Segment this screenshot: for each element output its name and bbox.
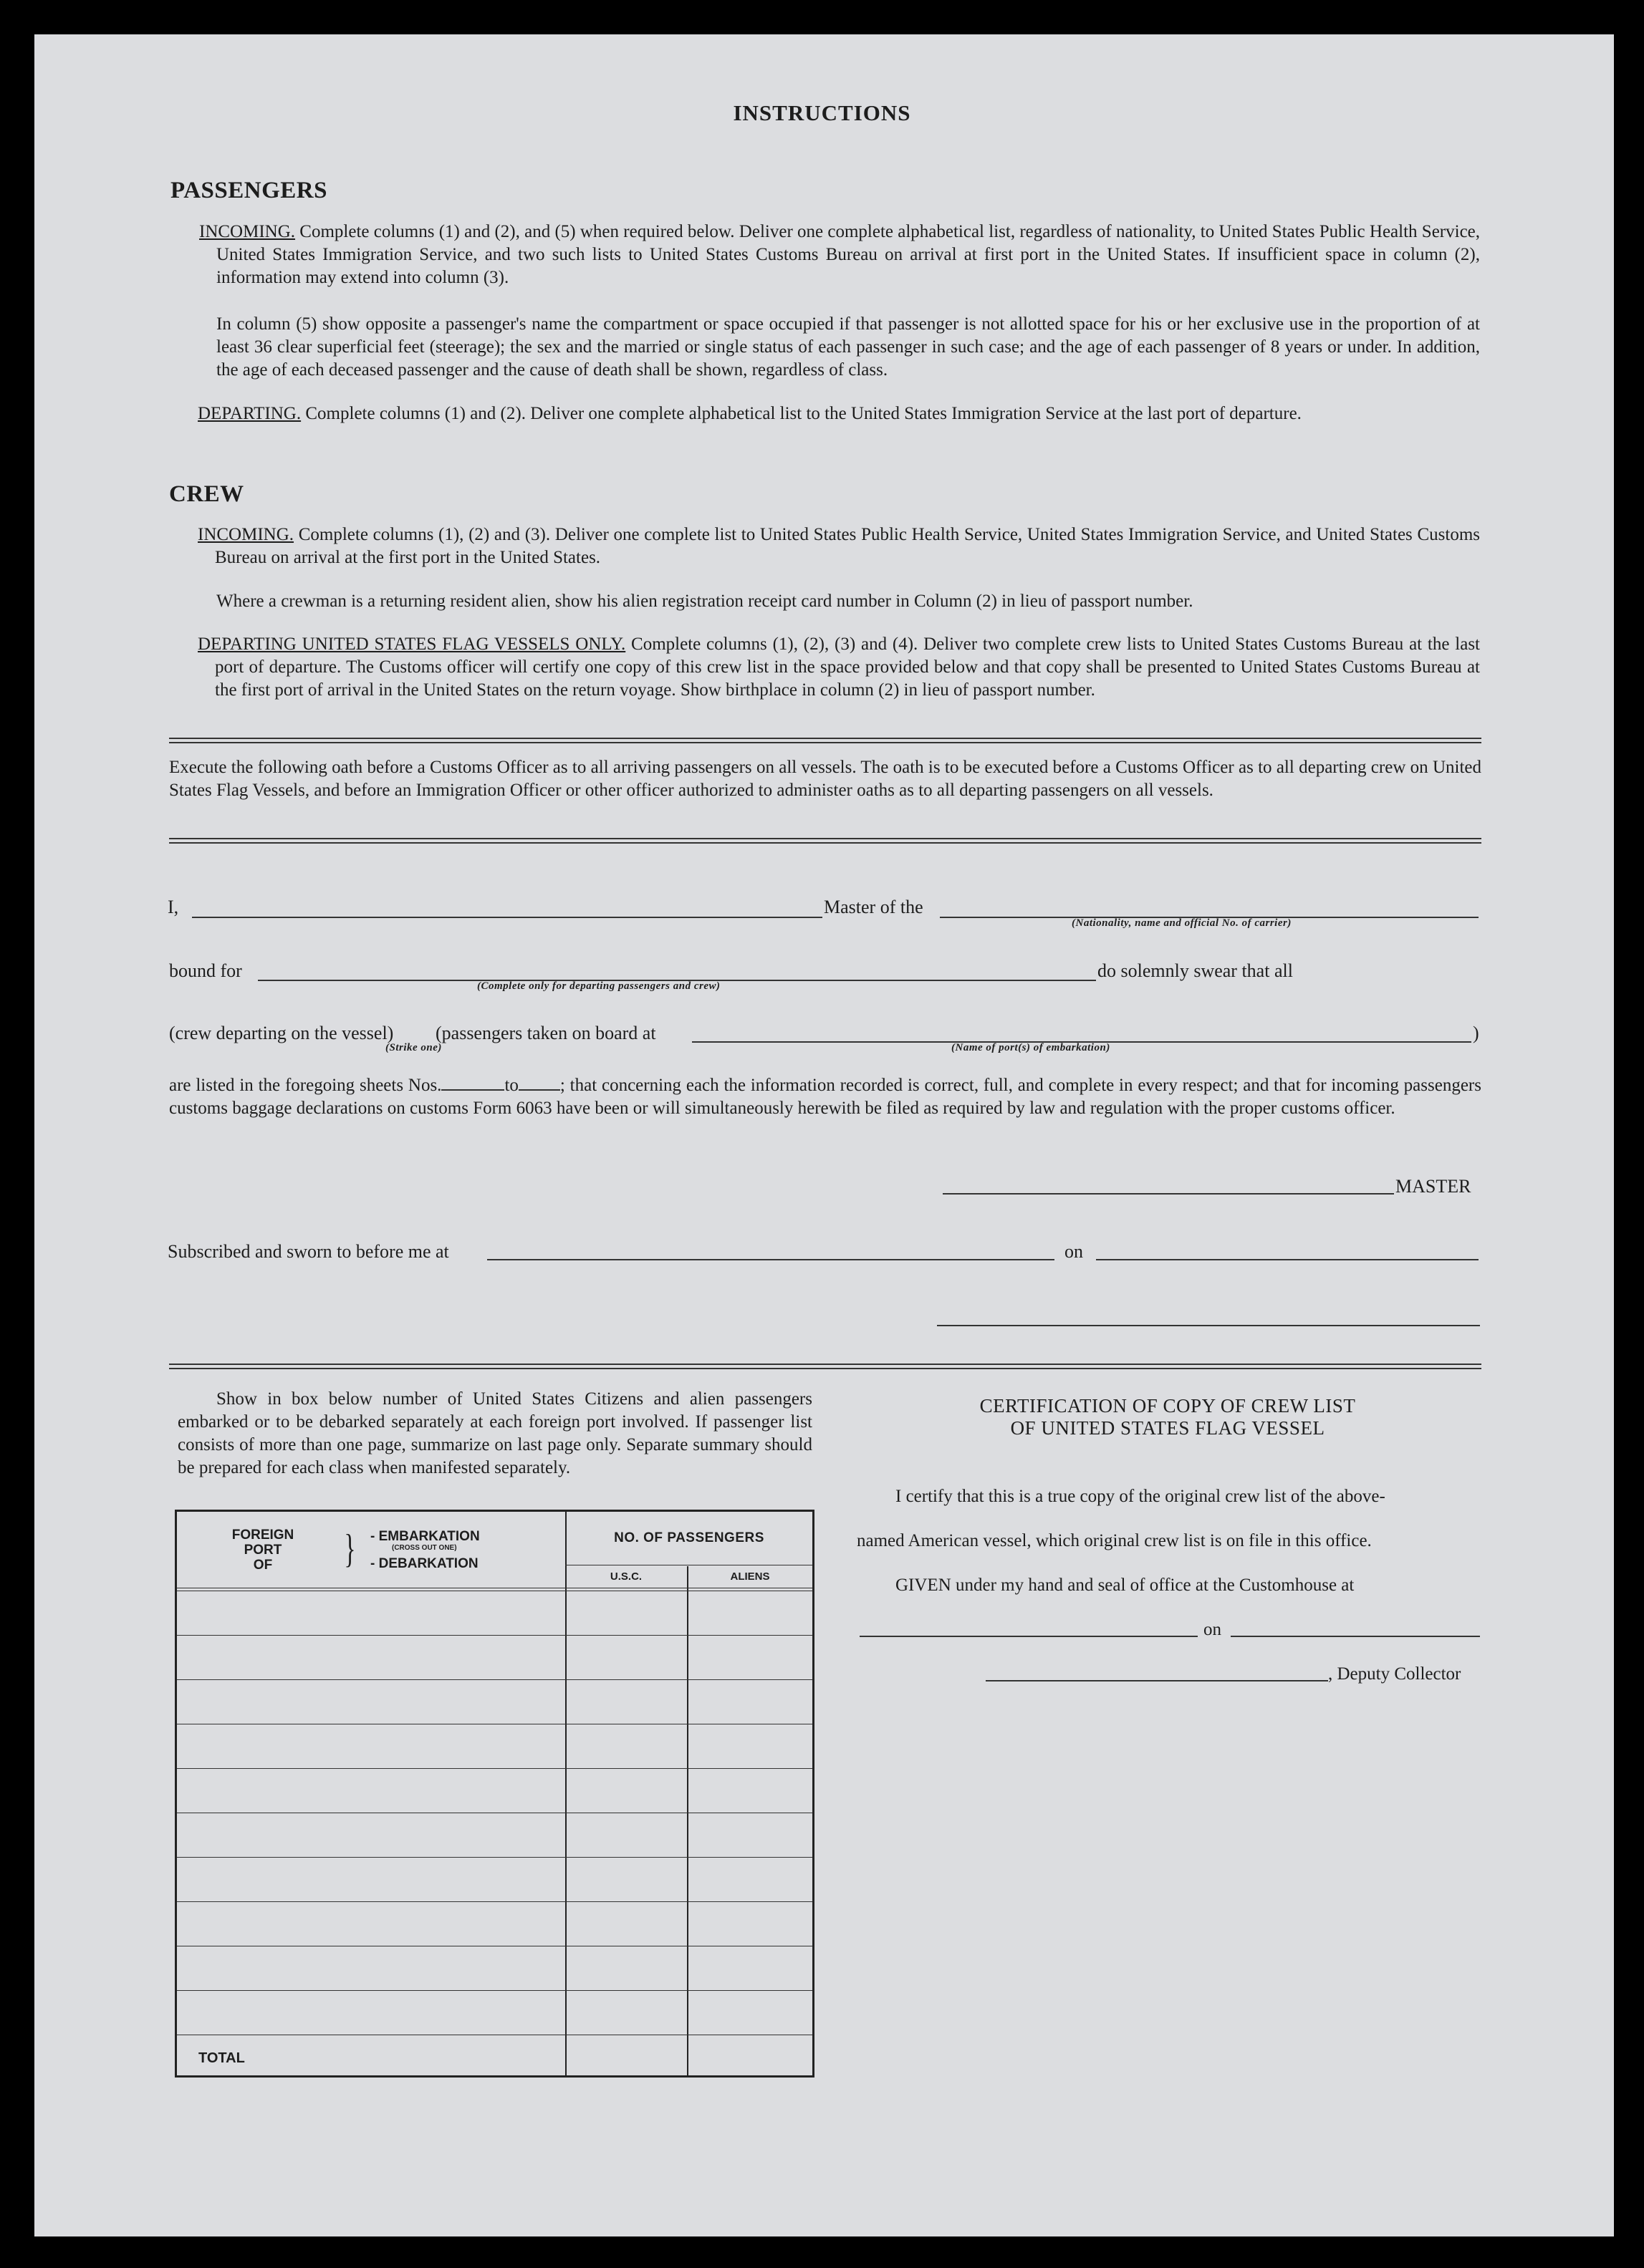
passengers-heading: PASSENGERS xyxy=(170,178,327,203)
table-row xyxy=(177,1768,812,1769)
col-port-header xyxy=(206,1528,320,1573)
crew-incoming xyxy=(198,523,1480,569)
instructions-title: INSTRUCTIONS xyxy=(733,100,911,125)
divider-rule xyxy=(169,842,1481,844)
crew-resident-note: Where a crewman is a returning resident alien, show his alien registration receipt card number in Column (2) in lieu of passport number. xyxy=(216,592,1193,611)
cert-on-label: on xyxy=(1203,1620,1221,1639)
bound-caption: (Complete only for departing passengers and crew) xyxy=(477,980,721,992)
passengers-departing xyxy=(198,402,1480,425)
nationality-caption: (Nationality, name and official No. of carrier) xyxy=(1072,917,1292,929)
table-row xyxy=(177,1901,812,1902)
deputy-collector-label: , Deputy Collector xyxy=(1328,1664,1461,1684)
oath-passengers-taken: (passengers taken on board at xyxy=(436,1023,656,1043)
passengers-departing-text: Complete columns (1) and (2). Deliver one complete alphabetical list to the United States Immigration Service at the last port of departure. xyxy=(305,404,1302,423)
cross-out-label: (CROSS OUT ONE) xyxy=(392,1544,457,1552)
certify-line1: I certify that this is a true copy of the original crew list of the above- xyxy=(895,1487,1385,1506)
table-row xyxy=(177,1635,812,1636)
brace-icon: } xyxy=(344,1527,356,1571)
passengers-departing-label: DEPARTING. xyxy=(198,404,302,423)
certification-title-line1: CERTIFICATION OF COPY OF CREW LIST xyxy=(979,1395,1356,1417)
passengers-incoming xyxy=(199,221,1480,289)
table-row xyxy=(177,1857,812,1858)
sheet-from-field[interactable] xyxy=(441,1089,504,1091)
crew-departing-text: Complete columns (1), (2), (3) and (4). Deliver two complete crew lists to United States Customs Bureau at the last port of departure. The Customs officer will certify one copy of this crew list in the space provided below and that copy shall be presented to United States Customs Bureau at the first port of arrival in the United States on the return voyage. Show birthplace in column (2) in lieu of passport number. xyxy=(215,634,1480,700)
oath-swear: do solemnly swear that all xyxy=(1097,960,1293,981)
certify-given: GIVEN under my hand and seal of office at the Customhouse at xyxy=(895,1575,1355,1595)
total-label: TOTAL xyxy=(198,2050,245,2066)
table-row xyxy=(177,1990,812,1991)
strike-caption: (Strike one) xyxy=(385,1042,442,1053)
summary-note: Show in box below number of United States Citizens and alien passengers embarked or to be debarked separately at each foreign port involved. If passenger list consists of more than one page, summarize on last page only. Separate summary should be prepared for each class when manifested separately. xyxy=(178,1389,812,1477)
divider-rule xyxy=(169,738,1481,739)
passengers-incoming-text: Complete columns (1) and (2), and (5) when required below. Deliver one complete alphabetical list, regardless of nationality, to United States Public Health Service, United States Immigration Service, and two such lists to United States Customs Bureau on arrival at first port in the United States. If insufficient space in column (2), information may extend into column (3). xyxy=(216,222,1481,287)
passenger-summary-table xyxy=(175,1510,814,2078)
certification-title-line2: OF UNITED STATES FLAG VESSEL xyxy=(1010,1417,1325,1439)
sheet-to-field[interactable] xyxy=(519,1089,560,1091)
customhouse-field[interactable] xyxy=(860,1636,1198,1637)
officer-signature-field[interactable] xyxy=(937,1325,1480,1326)
certification-title xyxy=(855,1395,1480,1439)
subscribed-label: Subscribed and sworn to before me at xyxy=(168,1241,449,1262)
listed-text-2: ; that concerning each the information recorded is correct, full, and complete in every respect; and that for incoming passengers customs baggage declarations on customs Form 6063 have been or will simultaneously herewith be filed as required by law and regulation with the proper customs officer. xyxy=(169,1076,1481,1118)
divider-rule xyxy=(169,838,1481,839)
master-name-field[interactable] xyxy=(192,917,822,918)
divider-rule xyxy=(169,1368,1481,1369)
port-caption: (Name of port(s) of embarkation) xyxy=(951,1042,1110,1053)
oath-listed-paragraph xyxy=(169,1074,1481,1120)
oath-master-of: Master of the xyxy=(824,897,923,917)
crew-incoming-label: INCOMING. xyxy=(198,525,294,544)
sworn-on-label: on xyxy=(1064,1241,1083,1262)
crew-heading: CREW xyxy=(169,481,244,507)
col-port-line1: FOREIGN xyxy=(231,1528,294,1543)
divider-rule xyxy=(169,742,1481,743)
col-port-line2: PORT xyxy=(244,1543,282,1558)
master-signature-field[interactable] xyxy=(943,1193,1394,1195)
cert-date-field[interactable] xyxy=(1231,1636,1480,1637)
oath-crew-departing: (crew departing on the vessel) xyxy=(169,1023,394,1043)
aliens-header: ALIENS xyxy=(730,1570,770,1583)
debarkation-label: - DEBARKATION xyxy=(370,1556,479,1571)
crew-departing-label: DEPARTING UNITED STATES FLAG VESSELS ONLY. xyxy=(198,634,626,654)
usc-header: U.S.C. xyxy=(610,1570,643,1583)
crew-departing xyxy=(198,633,1480,702)
crew-incoming-text: Complete columns (1), (2) and (3). Deliver one complete list to United States Public Health Service, United States Immigration Service, and United States Customs Bureau on arrival at the first port in the United States. xyxy=(215,525,1480,567)
listed-to: to xyxy=(504,1076,519,1095)
table-divider xyxy=(687,1566,688,2075)
listed-text-1: are listed in the foregoing sheets Nos. xyxy=(169,1076,442,1095)
oath-intro: Execute the following oath before a Customs Officer as to all arriving passengers on all vessels. The oath is to be executed before a Customs Officer as to all departing crew on United States Flag Vessels, and before an Immigration Officer or other officer authorized to administer oaths as to all departing passengers on all vessels. xyxy=(169,758,1481,800)
certify-line2: named American vessel, which original crew list is on file in this office. xyxy=(857,1531,1372,1550)
divider-rule xyxy=(169,1364,1481,1365)
master-label: MASTER xyxy=(1395,1176,1471,1197)
sworn-place-field[interactable] xyxy=(487,1259,1054,1260)
table-row xyxy=(177,1679,812,1680)
sworn-date-field[interactable] xyxy=(1096,1259,1479,1260)
passengers-column5: In column (5) show opposite a passenger's name the compartment or space occupied if that passenger is not allotted space for his or her exclusive use in the proportion of at least 36 clear superficial feet (steerage); the sex and the married or single status of each passenger in such case; and the age of each passenger of 8 years or under. In addition, the age of each deceased passenger and the cause of death shall be shown, regardless of class. xyxy=(216,314,1480,380)
oath-bound-for: bound for xyxy=(169,960,242,981)
deputy-signature-field[interactable] xyxy=(986,1680,1328,1681)
no-passengers-header: NO. OF PASSENGERS xyxy=(614,1530,764,1545)
passengers-incoming-label: INCOMING. xyxy=(199,222,296,241)
embarkation-label: - EMBARKATION xyxy=(370,1529,480,1544)
col-port-line3: OF xyxy=(253,1558,273,1573)
oath-i-label: I, xyxy=(168,897,179,917)
oath-close-paren: ) xyxy=(1473,1023,1479,1043)
